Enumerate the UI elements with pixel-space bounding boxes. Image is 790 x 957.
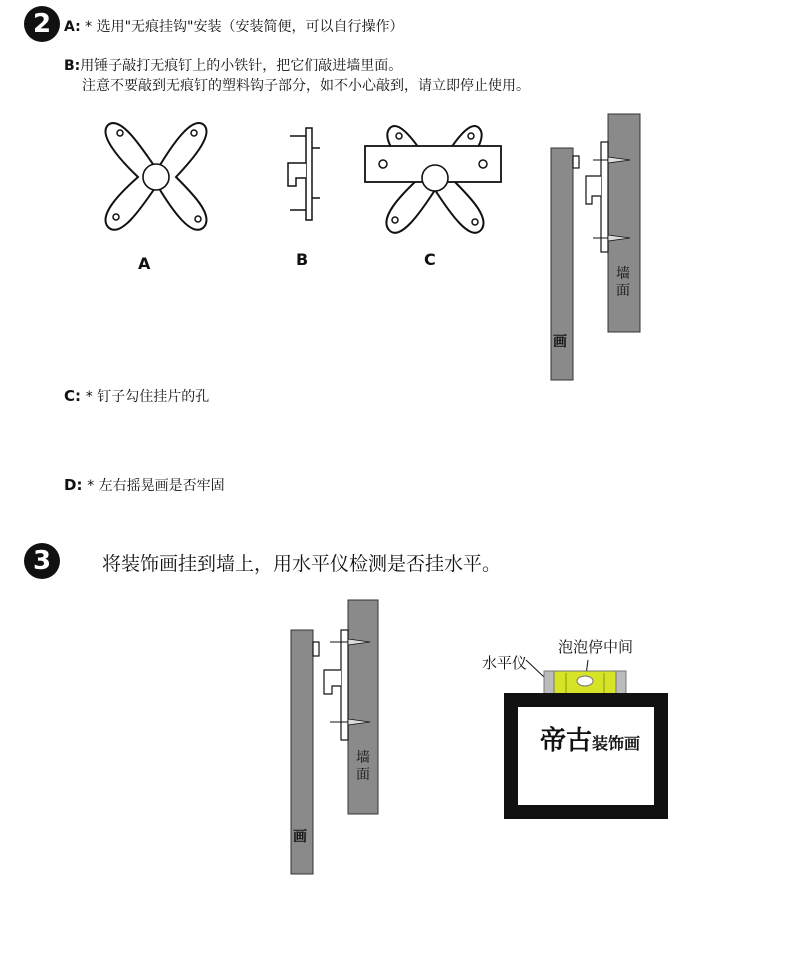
wall-label-2: 墙面 bbox=[356, 750, 370, 783]
step-c-text: * 钉子勾住挂片的孔 bbox=[85, 389, 210, 405]
hook-diagram-b bbox=[278, 128, 328, 223]
step-b-text: 用锤子敲打无痕钉上的小铁针，把它们敲进墙里面。 bbox=[80, 58, 403, 74]
level-label: 水平仪 bbox=[482, 654, 528, 672]
hook-diagram-a bbox=[100, 115, 215, 240]
bubble-label: 泡泡停中间 bbox=[558, 638, 634, 656]
step-c-tag: C: bbox=[64, 387, 82, 405]
step-a-line bbox=[64, 16, 403, 36]
frame-brand-sub: 装饰画 bbox=[592, 734, 641, 753]
step-a-tag: A: bbox=[64, 19, 81, 35]
label-c: C bbox=[424, 250, 436, 269]
hook-diagram-c bbox=[365, 118, 505, 243]
step-3-text: 将装饰画挂到墙上，用水平仪检测是否挂水平。 bbox=[102, 553, 502, 575]
step-b-tag: B: bbox=[64, 58, 81, 74]
step-d-text: * 左右摇晃画是否牢固 bbox=[87, 478, 225, 494]
step-3-badge bbox=[24, 543, 60, 579]
step-3-number: 3 bbox=[32, 546, 52, 576]
step-2-badge bbox=[24, 6, 60, 42]
wall-label-1: 墙面 bbox=[616, 266, 630, 299]
step-b-note: 注意不要敲到无痕钉的塑料钩子部分，如不小心敲到，请立即停止使用。 bbox=[82, 78, 530, 94]
label-a: A bbox=[138, 254, 151, 273]
step-c-line bbox=[64, 386, 209, 406]
frame-brand bbox=[540, 720, 640, 757]
picture-label-1: 画 bbox=[553, 334, 567, 350]
step-d-tag: D: bbox=[64, 476, 83, 494]
step-b-line bbox=[64, 55, 402, 75]
picture-label-2: 画 bbox=[293, 829, 307, 845]
frame-brand-main: 帝古 bbox=[540, 726, 593, 756]
step-a-text: * 选用"无痕挂钩"安装（安装简便，可以自行操作） bbox=[85, 19, 404, 35]
step-2-number: 2 bbox=[32, 9, 52, 39]
label-b: B bbox=[296, 250, 309, 269]
step-d-line bbox=[64, 475, 225, 495]
